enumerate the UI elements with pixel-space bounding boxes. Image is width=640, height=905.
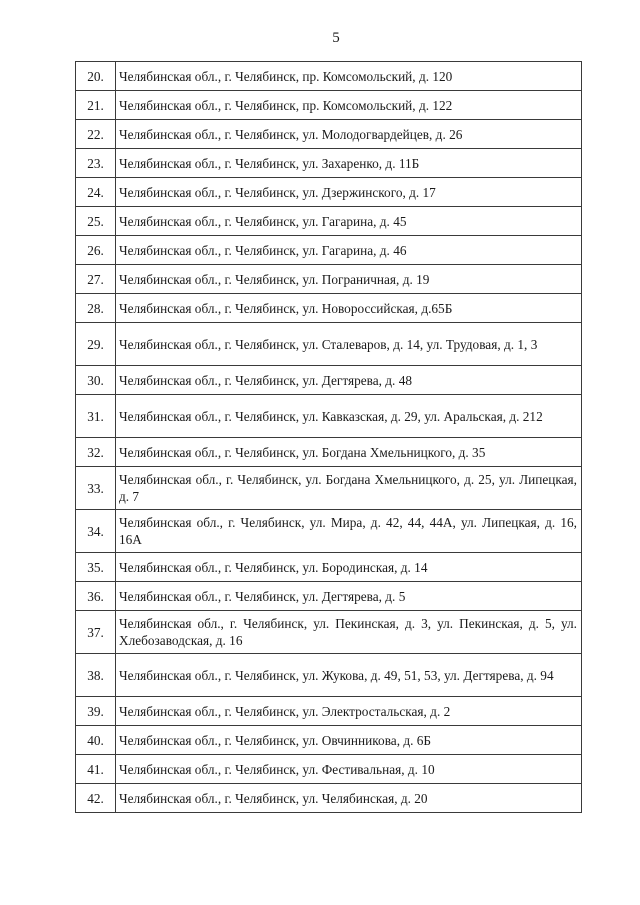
row-address: Челябинская обл., г. Челябинск, пр. Комсомольский, д. 122 (116, 91, 582, 120)
row-address: Челябинская обл., г. Челябинск, ул. Пекинская, д. 3, ул. Пекинская, д. 5, ул. Хлебозаводская, д. 16 (116, 611, 582, 654)
row-number: 23. (76, 149, 116, 178)
row-number: 27. (76, 265, 116, 294)
address-table-body (76, 62, 582, 813)
table-row (76, 510, 582, 553)
row-address: Челябинская обл., г. Челябинск, ул. Фестивальная, д. 10 (116, 755, 582, 784)
row-number: 21. (76, 91, 116, 120)
row-address: Челябинская обл., г. Челябинск, ул. Жукова, д. 49, 51, 53, ул. Дегтярева, д. 94 (116, 654, 582, 697)
table-row (76, 654, 582, 697)
table-row (76, 366, 582, 395)
row-number: 24. (76, 178, 116, 207)
row-number: 36. (76, 582, 116, 611)
table-row (76, 755, 582, 784)
table-row (76, 553, 582, 582)
page-number: 5 (332, 30, 340, 46)
row-number: 22. (76, 120, 116, 149)
row-address: Челябинская обл., г. Челябинск, пр. Комсомольский, д. 120 (116, 62, 582, 91)
row-number: 34. (76, 510, 116, 553)
table-row (76, 91, 582, 120)
row-number: 40. (76, 726, 116, 755)
table-row (76, 697, 582, 726)
row-address: Челябинская обл., г. Челябинск, ул. Гагарина, д. 45 (116, 207, 582, 236)
table-row (76, 236, 582, 265)
table-row (76, 726, 582, 755)
row-address: Челябинская обл., г. Челябинск, ул. Дзержинского, д. 17 (116, 178, 582, 207)
row-number: 25. (76, 207, 116, 236)
table-row (76, 582, 582, 611)
row-address: Челябинская обл., г. Челябинск, ул. Кавказская, д. 29, ул. Аральская, д. 212 (116, 395, 582, 438)
table-row (76, 120, 582, 149)
address-table (75, 61, 582, 813)
row-address: Челябинская обл., г. Челябинск, ул. Челябинская, д. 20 (116, 784, 582, 813)
row-number: 33. (76, 467, 116, 510)
row-number: 35. (76, 553, 116, 582)
row-address: Челябинская обл., г. Челябинск, ул. Захаренко, д. 11Б (116, 149, 582, 178)
table-row (76, 395, 582, 438)
row-address: Челябинская обл., г. Челябинск, ул. Богдана Хмельницкого, д. 25, ул. Липецкая, д. 7 (116, 467, 582, 510)
table-row (76, 438, 582, 467)
row-number: 28. (76, 294, 116, 323)
table-row (76, 178, 582, 207)
row-number: 37. (76, 611, 116, 654)
table-row (76, 467, 582, 510)
row-address: Челябинская обл., г. Челябинск, ул. Гагарина, д. 46 (116, 236, 582, 265)
row-address: Челябинская обл., г. Челябинск, ул. Электростальская, д. 2 (116, 697, 582, 726)
table-row (76, 611, 582, 654)
row-number: 30. (76, 366, 116, 395)
row-address: Челябинская обл., г. Челябинск, ул. Богдана Хмельницкого, д. 35 (116, 438, 582, 467)
row-number: 26. (76, 236, 116, 265)
row-address: Челябинская обл., г. Челябинск, ул. Овчинникова, д. 6Б (116, 726, 582, 755)
row-address: Челябинская обл., г. Челябинск, ул. Мира, д. 42, 44, 44А, ул. Липецкая, д. 16, 16А (116, 510, 582, 553)
table-row (76, 62, 582, 91)
table-row (76, 784, 582, 813)
row-number: 29. (76, 323, 116, 366)
row-number: 20. (76, 62, 116, 91)
row-number: 31. (76, 395, 116, 438)
row-address: Челябинская обл., г. Челябинск, ул. Молодогвардейцев, д. 26 (116, 120, 582, 149)
row-number: 38. (76, 654, 116, 697)
row-number: 32. (76, 438, 116, 467)
table-row (76, 265, 582, 294)
row-number: 41. (76, 755, 116, 784)
table-row (76, 149, 582, 178)
row-address: Челябинская обл., г. Челябинск, ул. Новороссийская, д.65Б (116, 294, 582, 323)
row-address: Челябинская обл., г. Челябинск, ул. Бородинская, д. 14 (116, 553, 582, 582)
table-row (76, 323, 582, 366)
row-number: 39. (76, 697, 116, 726)
row-address: Челябинская обл., г. Челябинск, ул. Дегтярева, д. 5 (116, 582, 582, 611)
table-row (76, 207, 582, 236)
row-number: 42. (76, 784, 116, 813)
table-row (76, 294, 582, 323)
row-address: Челябинская обл., г. Челябинск, ул. Пограничная, д. 19 (116, 265, 582, 294)
row-address: Челябинская обл., г. Челябинск, ул. Сталеваров, д. 14, ул. Трудовая, д. 1, 3 (116, 323, 582, 366)
row-address: Челябинская обл., г. Челябинск, ул. Дегтярева, д. 48 (116, 366, 582, 395)
